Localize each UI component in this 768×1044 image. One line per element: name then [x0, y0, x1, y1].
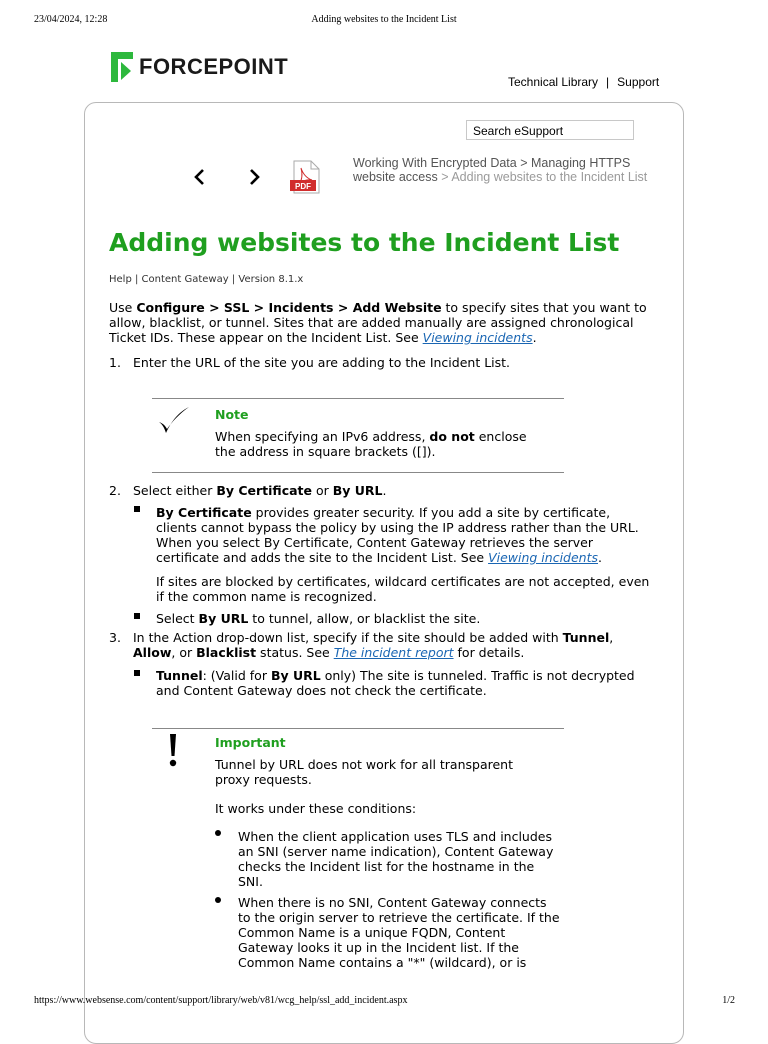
brand-name: FORCEPOINT [139, 54, 289, 79]
blacklist-label: Blacklist [196, 645, 257, 660]
by-url-label: By URL [198, 611, 249, 626]
wildcard-note: If sites are blocked by certificates, wildcard certificates are not accepted, even if the common name is recognized. [156, 574, 650, 604]
intro-paragraph [109, 300, 649, 345]
top-links [508, 75, 659, 89]
important-bullet-no-sni: When there is no SNI, Content Gateway connects to the origin server to retrieve the certificate. If the Common Name is a unique FQDN, Content Gateway looks it up in the Incident list. If the Common Name contains a "*" (wildcard), or is [238, 895, 560, 970]
print-date: 23/04/2024, 12:28 [34, 14, 108, 25]
page-title: Adding websites to the Incident List [109, 228, 620, 257]
bullet-text: to tunnel, allow, or blacklist the site. [248, 611, 481, 626]
forcepoint-logo[interactable] [111, 52, 288, 82]
step-3-part: , or [171, 645, 197, 660]
viewing-incidents-link[interactable]: Viewing incidents [422, 330, 533, 345]
tunnel-label: Tunnel [562, 630, 610, 645]
intro-text: to specify sites that you want to allow, blacklist, or tunnel. Sites that are added manually are assigned chronological Ticket IDs. These appear on the Incident List. See [109, 300, 647, 345]
support-link[interactable]: Support [617, 75, 660, 89]
step-3-part: for details. [453, 645, 525, 660]
add-website-label: Add Website [352, 300, 442, 315]
step-number: 3. [109, 630, 121, 645]
step-3-part: , [609, 630, 614, 645]
important-label: Important [215, 735, 286, 750]
step-2-part: . [382, 483, 387, 498]
note-text-part: When specifying an IPv6 address, [215, 429, 430, 444]
by-certificate-label: By Certificate [156, 505, 252, 520]
pdf-label: PDF [295, 182, 311, 191]
note-text-part: enclose the address in square brackets ([]). [215, 429, 527, 459]
bullet-by-url [156, 611, 651, 626]
step-2-part: or [312, 483, 333, 498]
bullet-text: provides greater security. If you add a site by certificate, clients cannot bypass the policy by using the IP address rather than the URL. When you select By Certificate, Content Gateway retrieves the server certificate and adds the site to the Incident List. See [156, 505, 639, 565]
intro-text: . [532, 330, 537, 345]
note-top-rule [152, 398, 564, 399]
pdf-icon[interactable] [289, 160, 323, 194]
important-paragraph-1: Tunnel by URL does not work for all transparent proxy requests. [215, 757, 513, 787]
previous-page-icon[interactable] [190, 167, 210, 187]
bullet-text: Select [156, 611, 199, 626]
note-label: Note [215, 407, 249, 422]
breadcrumb-separator: > [516, 156, 531, 170]
breadcrumb-item-encrypted-data[interactable]: Working With Encrypted Data [353, 156, 517, 170]
step-2-text [133, 483, 653, 498]
print-page-number: 1/2 [722, 995, 735, 1006]
intro-text: Use [109, 300, 137, 315]
checkmark-icon [157, 405, 191, 437]
bullet-square [134, 670, 140, 676]
breadcrumb [353, 156, 648, 184]
exclamation-icon [166, 734, 180, 768]
bullet-text: : (Valid for [202, 668, 271, 683]
by-url-label: By URL [270, 668, 321, 683]
search-input[interactable]: Search eSupport [466, 120, 634, 140]
bullet-square [134, 506, 140, 512]
bullet-dot [215, 897, 221, 903]
note-text [215, 429, 545, 459]
note-emphasis: do not [429, 429, 475, 444]
link-separator: | [606, 75, 610, 89]
forcepoint-logo-icon [111, 52, 133, 82]
bullet-by-certificate [156, 505, 651, 565]
step-number: 2. [109, 483, 121, 498]
step-number: 1. [109, 355, 121, 370]
breadcrumb-item-managing-https[interactable]: Managing HTTPS website access [353, 156, 631, 184]
note-bottom-rule [152, 472, 564, 473]
important-bullet-sni: When the client application uses TLS and includes an SNI (server name indication), Content Gateway checks the Incident list for the hostname in the SNI. [238, 829, 554, 889]
step-3-part: In the Action drop-down list, specify if the site should be added with [133, 630, 563, 645]
print-title: Adding websites to the Incident List [311, 14, 457, 25]
menu-path-sep: > [333, 300, 353, 315]
breadcrumb-separator: > [437, 170, 452, 184]
print-url: https://www.websense.com/content/support/library/web/v81/wcg_help/ssl_add_incident.aspx [34, 995, 408, 1006]
step-3-part: status. See [256, 645, 334, 660]
step-2-part: Select either [133, 483, 217, 498]
menu-path: Configure > SSL > Incidents [136, 300, 334, 315]
allow-label: Allow [133, 645, 172, 660]
incident-report-link[interactable]: The incident report [333, 645, 454, 660]
bullet-square [134, 613, 140, 619]
by-certificate-label: By Certificate [216, 483, 312, 498]
step-1-text: Enter the URL of the site you are adding to the Incident List. [133, 355, 511, 370]
doc-meta: Help | Content Gateway | Version 8.1.x [109, 274, 304, 285]
bullet-text: only) The site is tunneled. Traffic is not decrypted and Content Gateway does not check the certificate. [156, 668, 635, 698]
next-page-icon[interactable] [244, 167, 264, 187]
technical-library-link[interactable]: Technical Library [508, 75, 599, 89]
viewing-incidents-link[interactable]: Viewing incidents [488, 550, 599, 565]
step-3-text [133, 630, 653, 660]
important-top-rule [152, 728, 564, 729]
by-url-label: By URL [332, 483, 383, 498]
important-paragraph-2: It works under these conditions: [215, 801, 417, 816]
bullet-text: . [598, 550, 602, 565]
tunnel-label: Tunnel [156, 668, 203, 683]
bullet-dot [215, 830, 221, 836]
breadcrumb-current: Adding websites to the Incident List [451, 170, 648, 184]
bullet-tunnel [156, 668, 651, 698]
